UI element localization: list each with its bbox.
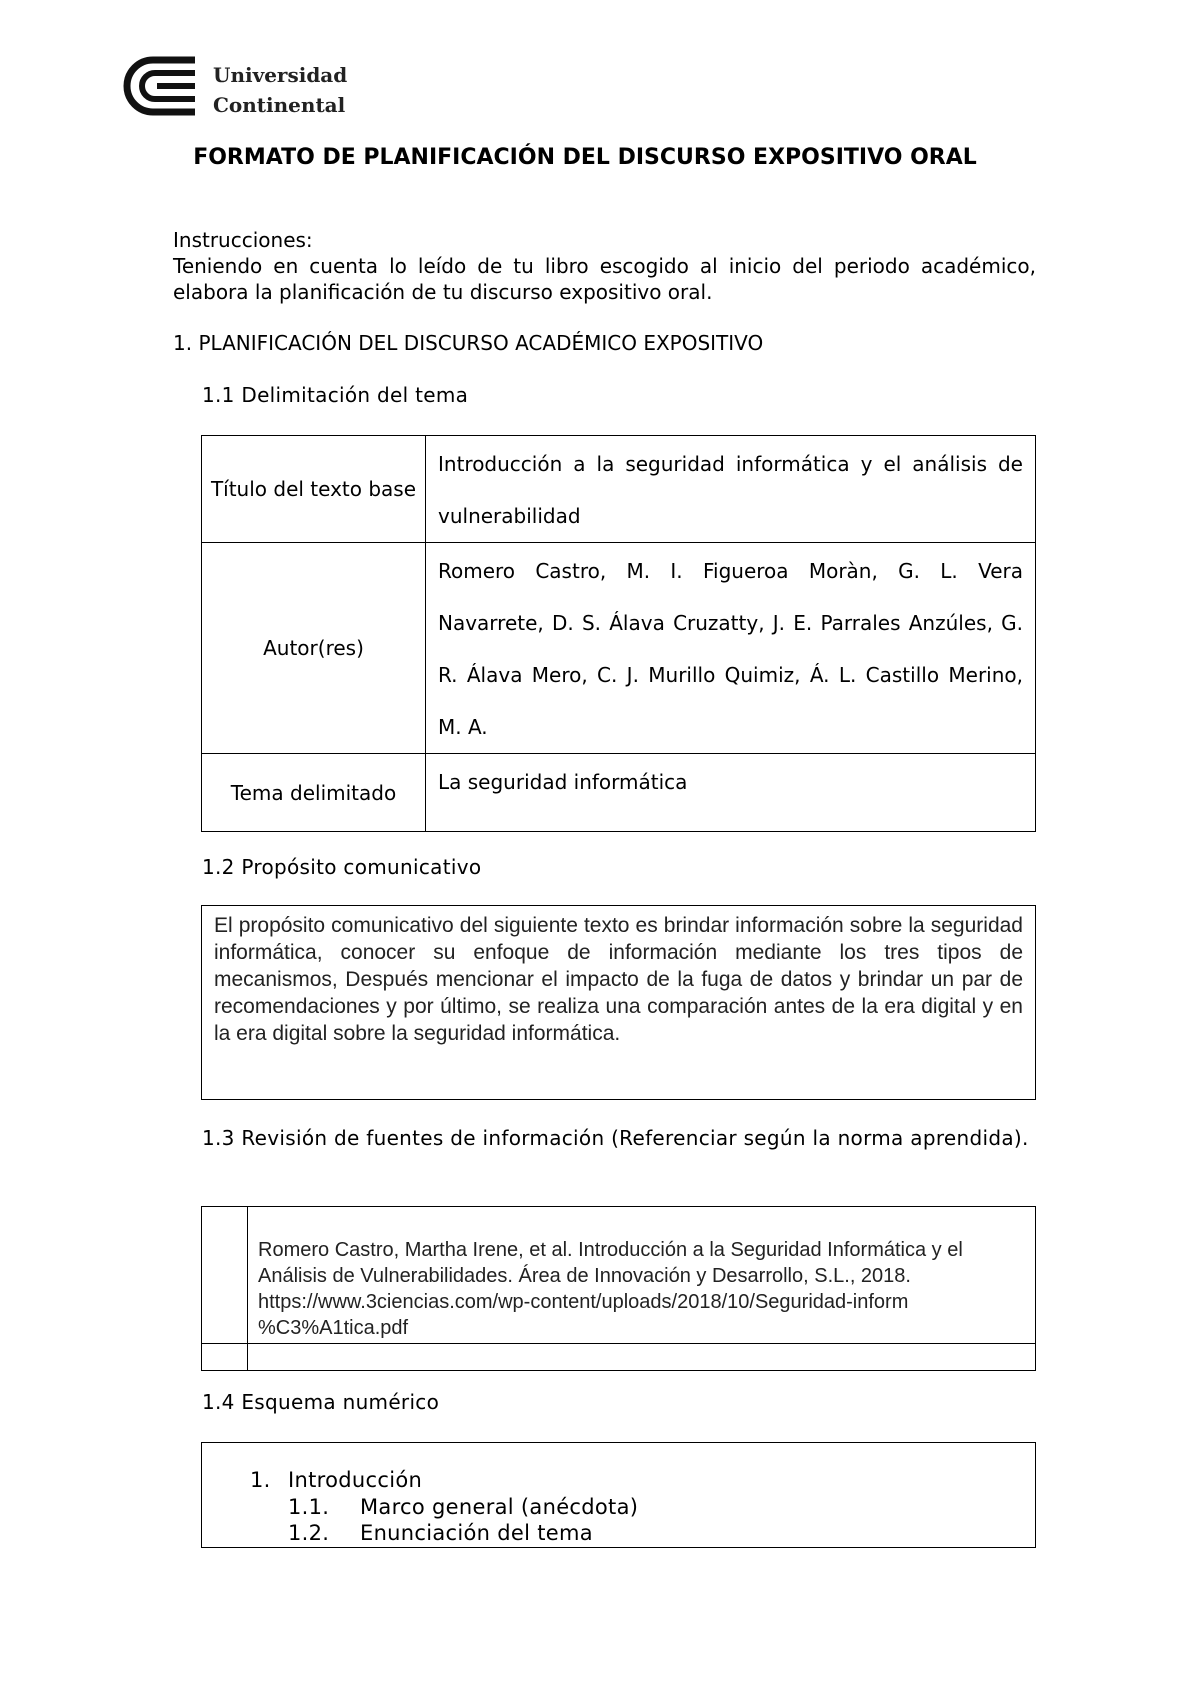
row-label: Título del texto base: [202, 436, 426, 543]
document-title: FORMATO DE PLANIFICACIÓN DEL DISCURSO EXPOSITIVO ORAL: [193, 145, 977, 170]
section-1-heading: 1. PLANIFICACIÓN DEL DISCURSO ACADÉMICO EXPOSITIVO: [173, 331, 764, 355]
outline-box: [201, 1442, 1036, 1548]
logo-line-1: Universidad: [213, 63, 348, 87]
table-row: [202, 543, 1036, 754]
purpose-box: El propósito comunicativo del siguiente texto es brindar información sobre la seguridad informática, conocer su enfoque de información mediante los tres tipos de mecanismos, Después mencionar el impacto de la fuga de datos y brindar un par de recomendaciones y por último, se realiza una comparación antes de la era digital y en la era digital sobre la seguridad informática.: [201, 905, 1036, 1100]
subsection-1-4-heading: 1.4 Esquema numérico: [202, 1390, 440, 1414]
table-row: [202, 1207, 1036, 1344]
logo-line-2: Continental: [213, 93, 346, 117]
instructions-body: Teniendo en cuenta lo leído de tu libro escogido al inicio del periodo académico, elabora la planificación de tu discurso expositivo oral.: [173, 254, 1036, 304]
outline-number: 1.2.: [288, 1521, 330, 1545]
subsection-1-3-heading: 1.3 Revisión de fuentes de información (Referenciar según la norma aprendida).: [202, 1126, 1029, 1150]
outline-number: 1.: [250, 1468, 271, 1492]
university-emblem-icon: [123, 56, 203, 116]
instructions-heading: Instrucciones:: [173, 228, 313, 252]
outline-text: Marco general (anécdota): [360, 1495, 639, 1519]
outline-item: [288, 1494, 638, 1521]
topic-table: [201, 435, 1036, 832]
university-logo: [123, 56, 348, 117]
subsection-1-1-heading: 1.1 Delimitación del tema: [202, 383, 469, 407]
outline-item: [288, 1520, 593, 1547]
table-row: [202, 1344, 1036, 1371]
table-cell: [202, 1207, 248, 1344]
outline-number: 1.1.: [288, 1495, 330, 1519]
table-row: [202, 436, 1036, 543]
subsection-1-2-heading: 1.2 Propósito comunicativo: [202, 855, 482, 879]
table-cell: [202, 1344, 248, 1371]
row-value: Introducción a la seguridad informática y el análisis de vulnerabilidad: [426, 436, 1036, 543]
logo-wordmark: [213, 60, 347, 120]
outline-text: Enunciación del tema: [360, 1521, 593, 1545]
sources-table: [201, 1206, 1036, 1371]
reference-entry: Romero Castro, Martha Irene, et al. Introducción a la Seguridad Informática y el Análisis de Vulnerabilidades. Área de Innovación y Desarrollo, S.L., 2018. https://www.3ciencias.com/wp-content/uploads/2018/10/Seguridad-inform %C3%A1tica.pdf: [248, 1207, 1036, 1344]
outline-text: Introducción: [288, 1468, 423, 1492]
row-value: La seguridad informática: [426, 754, 1036, 832]
table-row: [202, 754, 1036, 832]
row-label: Autor(res): [202, 543, 426, 754]
table-cell: [248, 1344, 1036, 1371]
row-value: Romero Castro, M. I. Figueroa Moràn, G. L. Vera Navarrete, D. S. Álava Cruzatty, J. E. Parrales Anzúles, G. R. Álava Mero, C. J. Murillo Quimiz, Á. L. Castillo Merino, M. A.: [426, 543, 1036, 754]
row-label: Tema delimitado: [202, 754, 426, 832]
outline-item: [250, 1467, 422, 1494]
